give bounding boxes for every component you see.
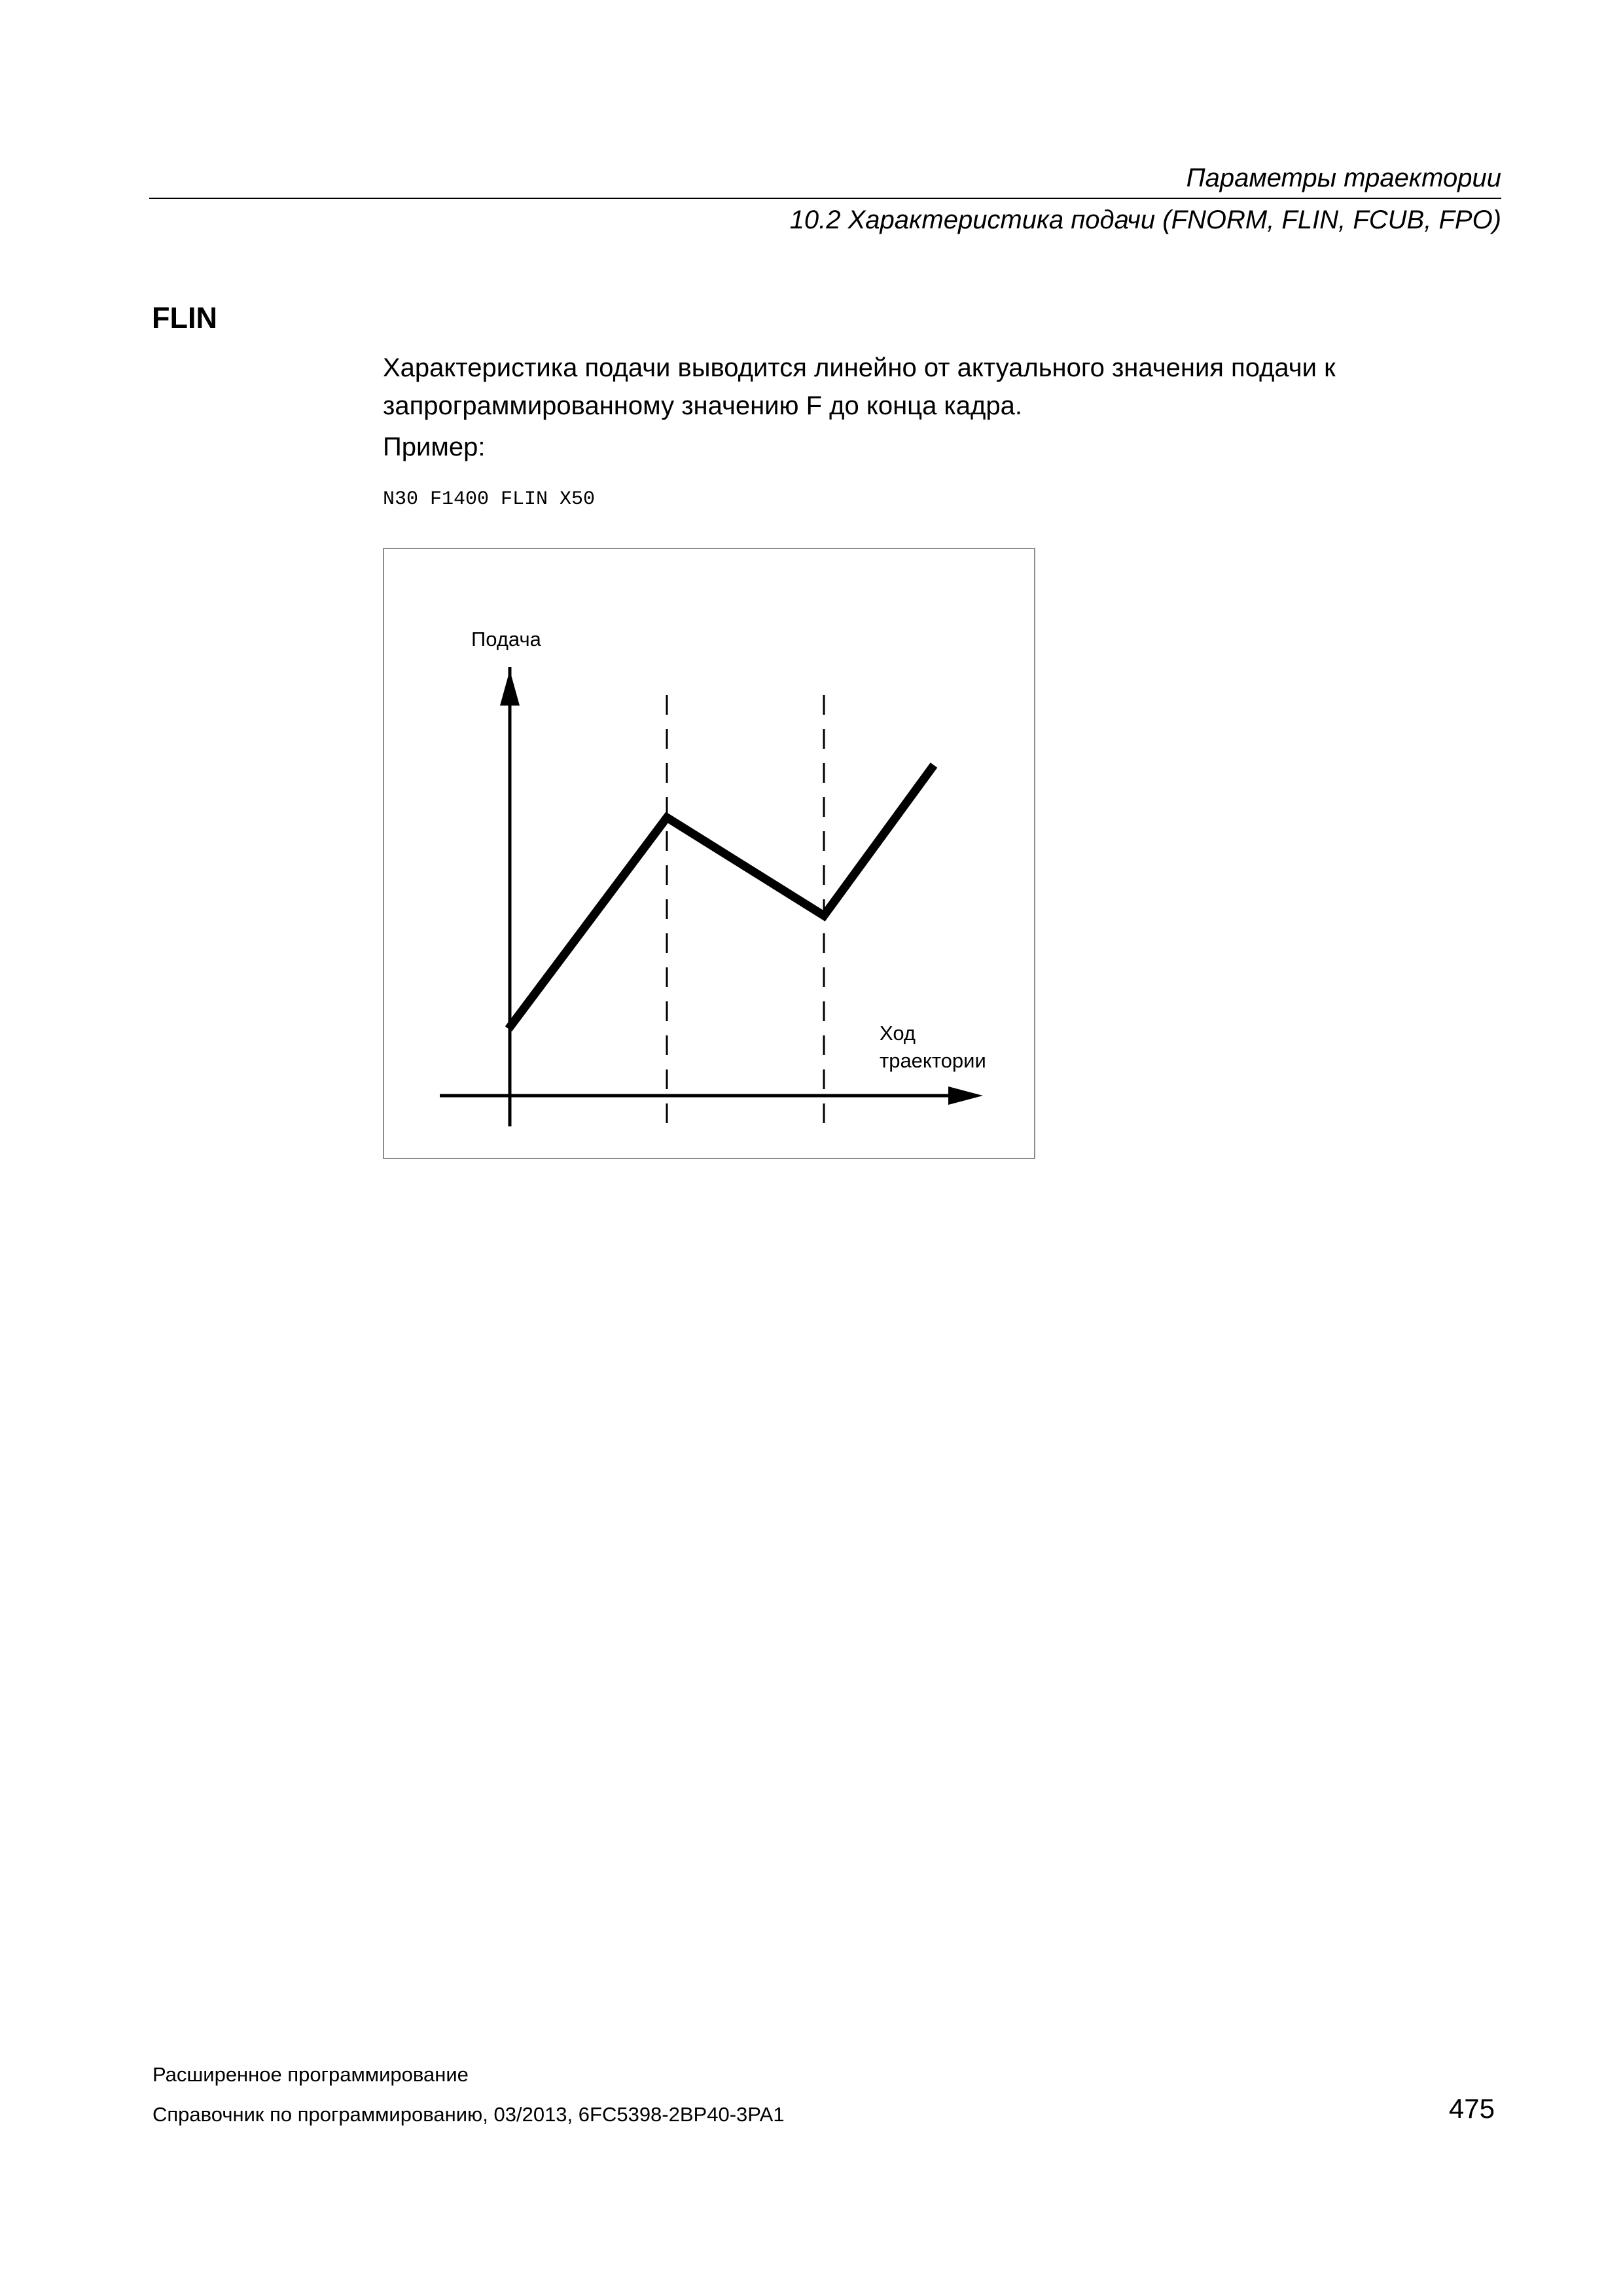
header-title: Параметры траектории	[1186, 164, 1501, 192]
y-axis-arrowhead	[500, 670, 520, 706]
example-label: Пример:	[383, 433, 486, 461]
page-number: 475	[1448, 2093, 1495, 2124]
section-heading: FLIN	[152, 301, 217, 334]
feed-characteristic-figure	[383, 548, 1035, 1159]
header-divider	[149, 198, 1501, 199]
x-axis-arrowhead	[948, 1086, 983, 1105]
footer-document-info: Справочник по программированию, 03/2013, 6FC5398-2BP40-3PA1	[152, 2103, 785, 2126]
x-axis-label-line2: траектории	[880, 1049, 986, 1072]
y-axis-label: Подача	[471, 628, 541, 651]
header-subtitle: 10.2 Характеристика подачи (FNORM, FLIN, FCUB, FPO)	[789, 206, 1501, 234]
body-paragraph: Характеристика подачи выводится линейно от актуального значения подачи к запрограммированному значению F до конца кадра.	[383, 353, 1336, 420]
feed-curve	[508, 765, 934, 1029]
footer-document-title: Расширенное программирование	[152, 2063, 469, 2086]
feed-diagram-svg	[384, 549, 1037, 1160]
x-axis-label-line1: Ход	[880, 1022, 916, 1045]
code-example: N30 F1400 FLIN X50	[383, 488, 596, 511]
